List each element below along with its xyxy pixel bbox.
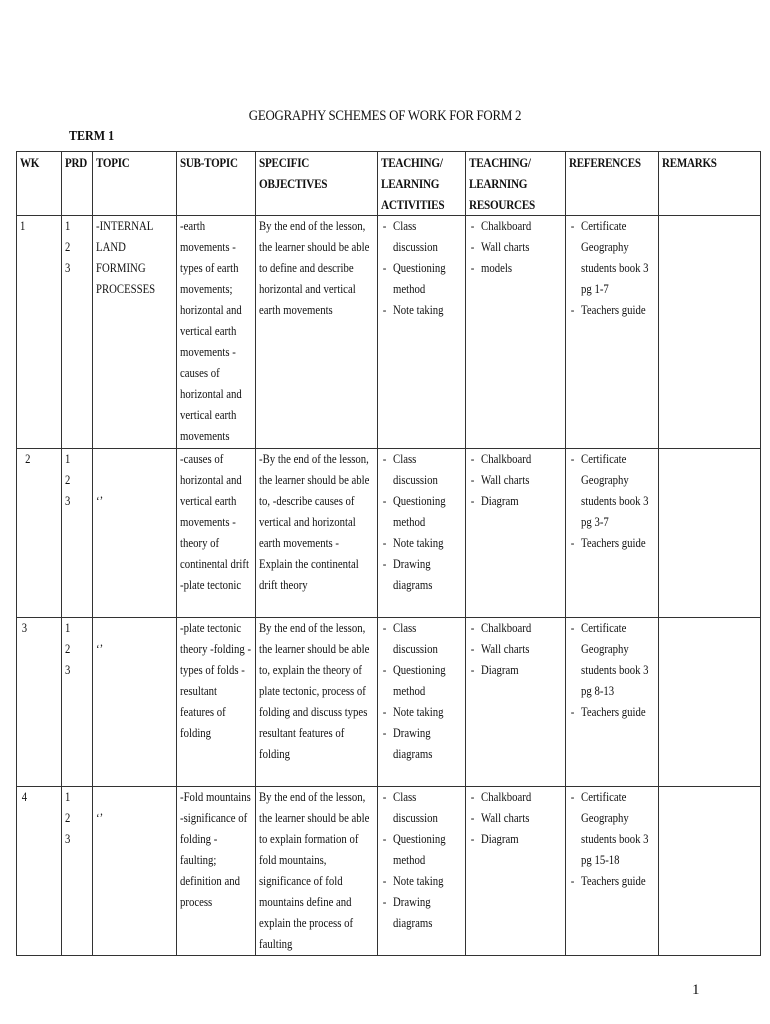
list-item: - Chalkboard: [469, 449, 563, 470]
table-header-row: [17, 152, 761, 216]
list-item: - Class discussion: [381, 787, 463, 829]
week-cell: 4: [17, 787, 62, 956]
objectives-cell: By the end of the lesson, the learner should be able to, explain the theory of plate tectonic, process of folding and discuss types resultant features of folding: [256, 618, 378, 787]
list-item: - Diagram: [469, 660, 563, 681]
list-item: - Class discussion: [381, 216, 463, 258]
list-item: - models: [469, 258, 563, 279]
objectives-cell: By the end of the lesson, the learner should be able to define and describe horizontal and vertical earth movements: [256, 216, 378, 449]
list-item: - Certificate Geography students book 3 pg 1-7: [569, 216, 656, 300]
header-prd: PRD: [62, 152, 93, 216]
objectives-cell: -By the end of the lesson, the learner should be able to, -describe causes of vertical and horizontal earth movements - Explain the continental drift theory: [256, 449, 378, 618]
subtopic-cell: -plate tectonic theory -folding -types of folds -resultant features of folding: [177, 618, 256, 787]
header-remarks: REMARKS: [659, 152, 761, 216]
header-resources: TEACHING/ LEARNING RESOURCES: [466, 152, 566, 216]
list-item: - Note taking: [381, 702, 463, 723]
list-item: - Wall charts: [469, 808, 563, 829]
period-cell: 1 2 3: [62, 216, 93, 449]
activities-cell: [378, 787, 466, 956]
table-row: [17, 449, 761, 618]
resources-cell: [466, 216, 566, 449]
list-item: - Wall charts: [469, 237, 563, 258]
page-number: 1: [692, 982, 700, 998]
list-item: - Note taking: [381, 533, 463, 554]
header-wk: WK: [17, 152, 62, 216]
resources-cell: [466, 618, 566, 787]
header-activities: TEACHING/ LEARNING ACTIVITIES: [378, 152, 466, 216]
remarks-cell: [659, 449, 761, 618]
list-item: - Chalkboard: [469, 618, 563, 639]
list-item: - Note taking: [381, 300, 463, 321]
activities-cell: [378, 216, 466, 449]
resources-cell: [466, 787, 566, 956]
table-row: [17, 618, 761, 787]
header-subtopic: SUB-TOPIC: [177, 152, 256, 216]
header-objectives: SPECIFIC OBJECTIVES: [256, 152, 378, 216]
list-item: - Teachers guide: [569, 702, 656, 723]
week-cell: 1: [17, 216, 62, 449]
list-item: - Class discussion: [381, 618, 463, 660]
subtopic-cell: -causes of horizontal and vertical earth movements -theory of continental drift -plate tectonic: [177, 449, 256, 618]
list-item: - Questioning method: [381, 660, 463, 702]
header-topic: TOPIC: [93, 152, 177, 216]
period-cell: 1 2 3: [62, 618, 93, 787]
header-references: REFERENCES: [566, 152, 659, 216]
list-item: - Wall charts: [469, 639, 563, 660]
table-row: [17, 216, 761, 449]
list-item: - Drawing diagrams: [381, 554, 463, 596]
activities-cell: [378, 618, 466, 787]
topic-cell: ‘’: [93, 449, 177, 618]
list-item: - Questioning method: [381, 258, 463, 300]
list-item: - Certificate Geography students book 3 pg 8-13: [569, 618, 656, 702]
references-cell: [566, 787, 659, 956]
references-cell: [566, 618, 659, 787]
references-cell: [566, 449, 659, 618]
period-cell: 1 2 3: [62, 449, 93, 618]
remarks-cell: [659, 787, 761, 956]
list-item: - Wall charts: [469, 470, 563, 491]
subtopic-cell: -earth movements - types of earth movements; horizontal and vertical earth movements -causes of horizontal and vertical earth movements: [177, 216, 256, 449]
document-title: GEOGRAPHY SCHEMES OF WORK FOR FORM 2: [248, 108, 522, 124]
topic-cell: ‘’: [93, 787, 177, 956]
period-cell: 1 2 3: [62, 787, 93, 956]
list-item: - Teachers guide: [569, 533, 656, 554]
list-item: - Note taking: [381, 871, 463, 892]
table-row: [17, 787, 761, 956]
list-item: - Drawing diagrams: [381, 723, 463, 765]
remarks-cell: [659, 216, 761, 449]
list-item: - Teachers guide: [569, 871, 656, 892]
week-cell: 2: [17, 449, 62, 618]
objectives-cell: By the end of the lesson, the learner should be able to explain formation of fold mountains, significance of fold mountains define and explain the process of faulting: [256, 787, 378, 956]
resources-cell: [466, 449, 566, 618]
scheme-table: [16, 151, 761, 956]
week-cell: 3: [17, 618, 62, 787]
subtopic-cell: -Fold mountains -significance of folding -faulting; definition and process: [177, 787, 256, 956]
list-item: - Chalkboard: [469, 787, 563, 808]
term-label: TERM 1: [69, 129, 115, 144]
list-item: - Class discussion: [381, 449, 463, 491]
list-item: - Questioning method: [381, 829, 463, 871]
list-item: - Diagram: [469, 491, 563, 512]
list-item: - Drawing diagrams: [381, 892, 463, 934]
list-item: - Questioning method: [381, 491, 463, 533]
list-item: - Diagram: [469, 829, 563, 850]
list-item: - Certificate Geography students book 3 pg 3-7: [569, 449, 656, 533]
topic-cell: -INTERNAL LAND FORMING PROCESSES: [93, 216, 177, 449]
list-item: - Teachers guide: [569, 300, 656, 321]
topic-cell: ‘’: [93, 618, 177, 787]
remarks-cell: [659, 618, 761, 787]
activities-cell: [378, 449, 466, 618]
list-item: - Chalkboard: [469, 216, 563, 237]
references-cell: [566, 216, 659, 449]
list-item: - Certificate Geography students book 3 pg 15-18: [569, 787, 656, 871]
